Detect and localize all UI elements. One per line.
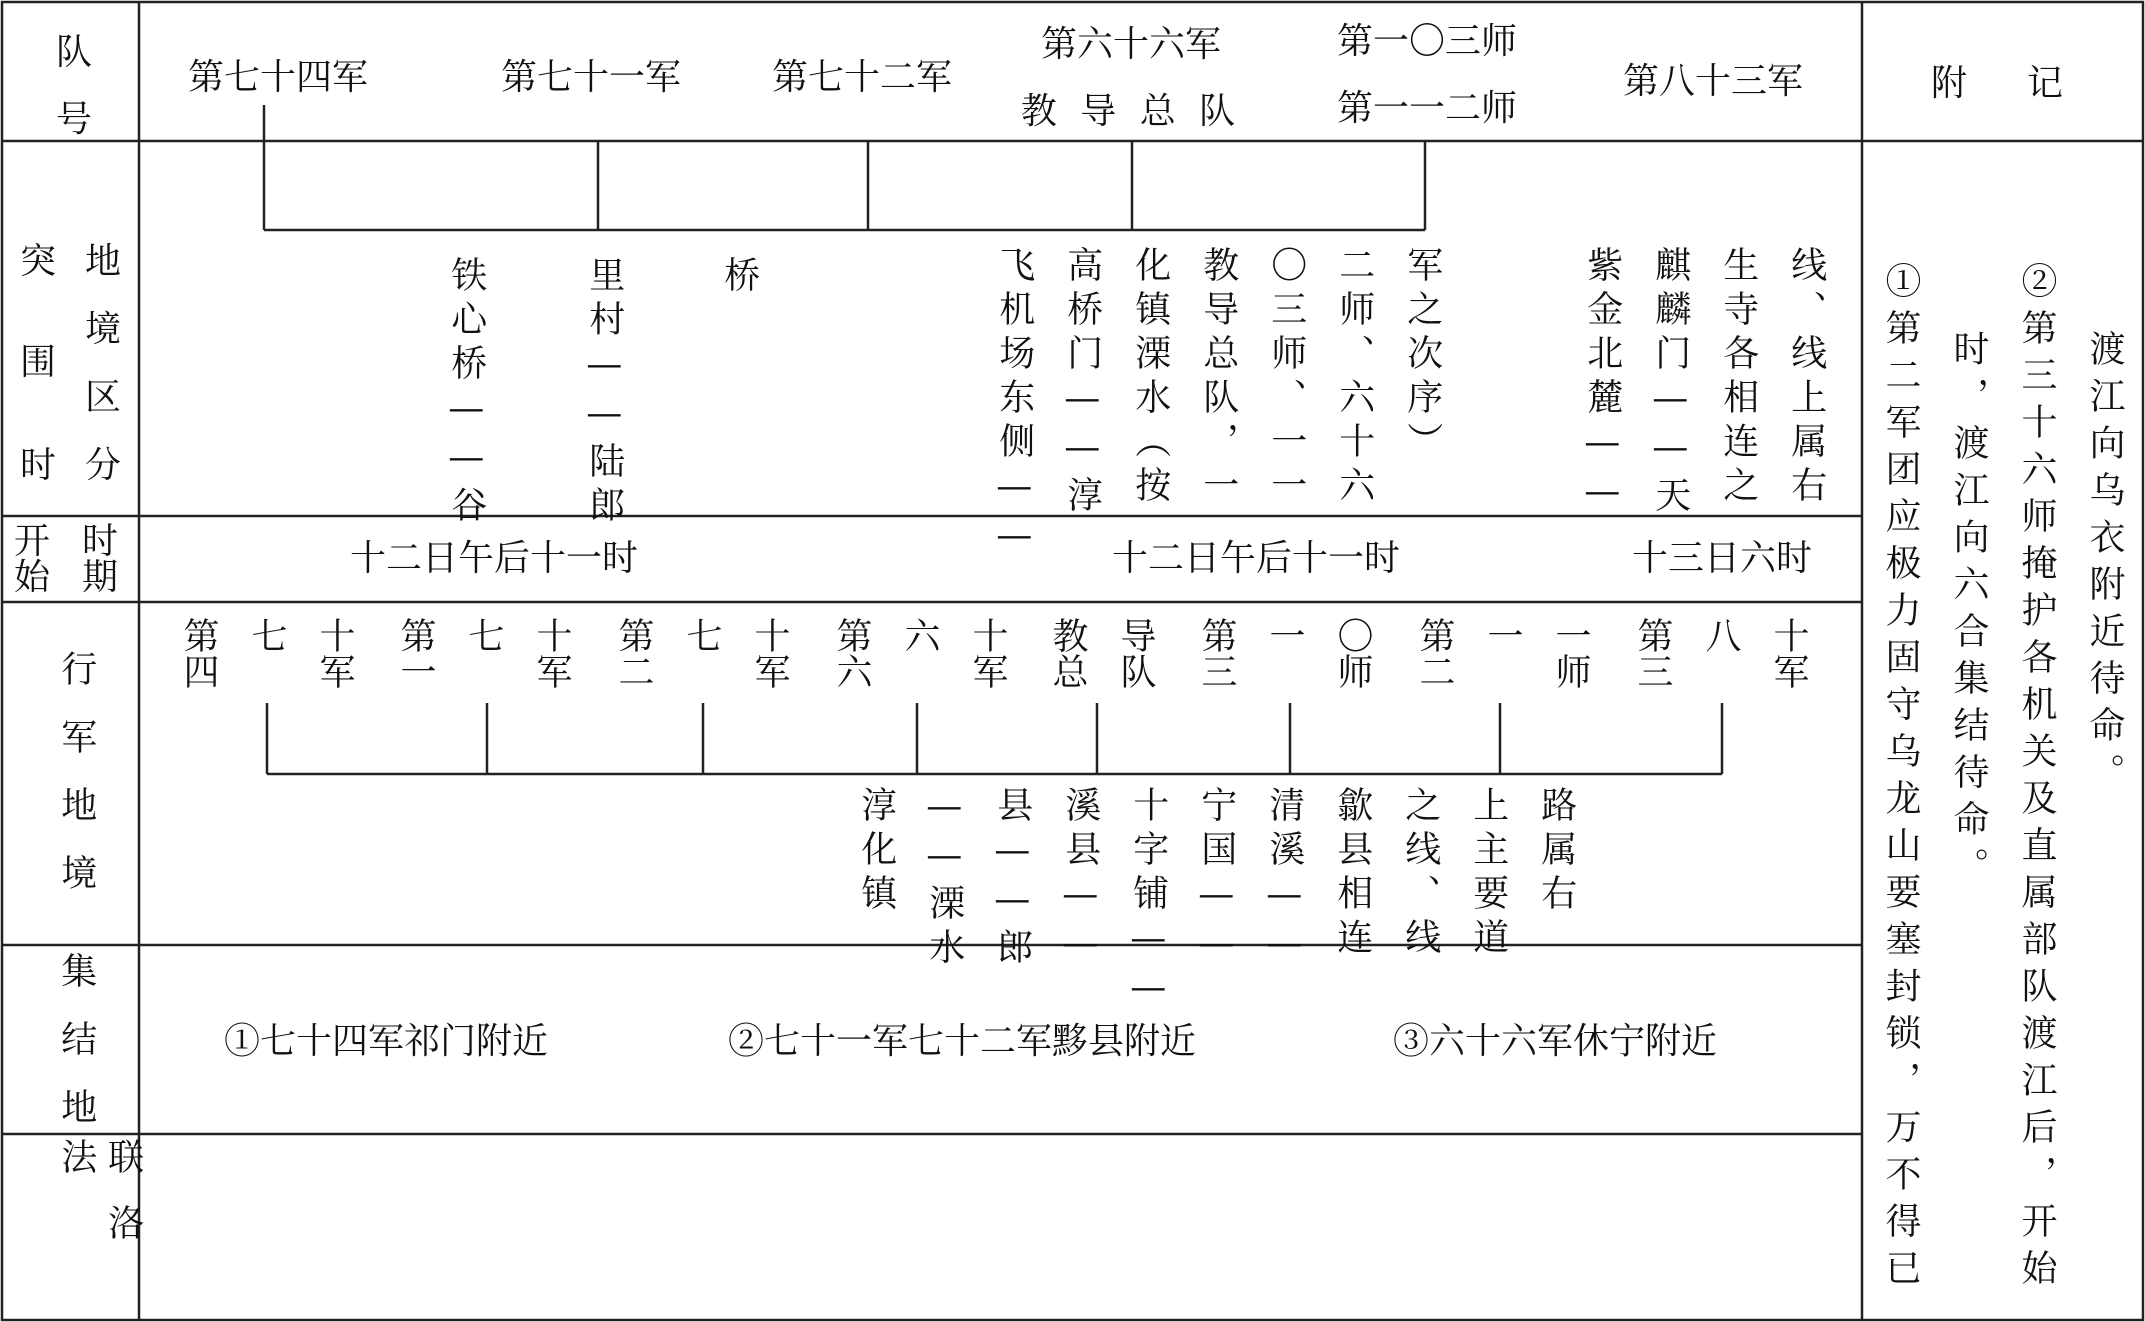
march-boundary-right: 路属右 (1535, 786, 1577, 918)
march-header: 八 (1700, 617, 1741, 653)
row-label-march: 行军地境 (55, 650, 97, 922)
row-label-shi-period: 时 (82, 521, 119, 562)
note-1-continuation: 时，渡江向六合集结待命。 (1948, 330, 1989, 894)
note-1: ①第二军团应极力固守乌龙山要塞封锁，万不得已 (1880, 262, 1921, 1296)
march-header: 第四 (178, 617, 219, 689)
row-label-jing: 境 (85, 309, 122, 350)
boundary-112: 二师、六十六 (1333, 246, 1375, 510)
march-header: 第二 (1414, 617, 1455, 689)
boundary-103: 〇三师、一一 (1265, 246, 1307, 510)
assembly-66-xiuning: ③六十六军休宁附近 (1392, 1021, 1718, 1062)
start-time-3: 十三日六时 (1631, 538, 1813, 579)
assembly-71-72-yixian: ②七十一军七十二军黟县附近 (727, 1021, 1197, 1062)
row-label-kai: 开 (14, 521, 51, 562)
unit-112-division: 第一一二师 (1336, 88, 1518, 129)
march-header: 〇师 (1332, 617, 1373, 689)
boundary-shengsi: 生寺各相连之 (1717, 246, 1759, 510)
march-header: 十军 (314, 617, 355, 689)
unit-71-army: 第七十一军 (500, 57, 682, 98)
boundary-order: 军之次序） (1401, 246, 1443, 466)
unit-103-division: 第一〇三师 (1336, 21, 1518, 62)
row-label-di: 地 (85, 241, 122, 282)
row-label-qi: 期 (82, 557, 119, 598)
march-boundary-lishui: ——溧水 (923, 786, 965, 972)
boundary-right: 线、线上属右 (1785, 246, 1827, 510)
unit-83-army: 第八十三军 (1622, 61, 1804, 102)
boundary-airfield: 飞机场东侧—— (993, 246, 1035, 564)
row-label-liaison: 联洛法 (55, 1138, 144, 1270)
march-header: 第一 (395, 617, 436, 689)
note-2-continuation: 渡江向乌衣附近待命。 (2084, 330, 2125, 800)
note-2: ②第三十六师掩护各机关及直属部队渡江后，开始 (2016, 262, 2057, 1296)
march-header: 七 (463, 617, 504, 653)
boundary-licun: 里村——陆郎 (583, 256, 625, 530)
march-boundary-shizipu: 十字铺—— (1127, 786, 1169, 1016)
march-header: 一 (1264, 617, 1305, 653)
boundary-gaoqiaomen: 高桥门——淳 (1061, 246, 1103, 520)
march-boundary-line: 之线、线 (1399, 786, 1441, 962)
unit-66-army: 第六十六军 (1040, 24, 1222, 65)
march-boundary-road: 上主要道 (1467, 786, 1509, 962)
row-label-hao: 号 (56, 99, 93, 140)
march-header: 六 (899, 617, 940, 653)
boundary-qilinmen: 麒麟门——天 (1649, 246, 1691, 520)
unit-74-army: 第七十四军 (187, 57, 369, 98)
row-label-wei: 围 (20, 342, 57, 383)
notes-header: 附 记 (1930, 63, 2076, 104)
march-header: 第三 (1196, 617, 1237, 689)
march-header: 教总 (1047, 617, 1088, 689)
unit-72-army: 第七十二军 (771, 57, 953, 98)
row-label-qu: 区 (85, 377, 122, 418)
march-header: 十军 (531, 617, 572, 689)
boundary-huazhen: 化镇溧水（按 (1129, 246, 1171, 510)
row-label-shi: 时 (20, 445, 57, 486)
row-label-fen: 分 (85, 445, 122, 486)
march-boundary-ningguo: 宁国—— (1195, 786, 1237, 972)
march-header: 第三 (1632, 617, 1673, 689)
boundary-qiao: 桥 (718, 256, 760, 300)
boundary-zijin: 紫金北麓—— (1581, 246, 1623, 520)
row-label-tu: 突 (20, 241, 57, 282)
unit-jiaodao: 教 导 总 队 (1020, 91, 1242, 132)
march-header: 七 (246, 617, 287, 653)
march-boundary-xianlang: 县——郎 (991, 786, 1033, 972)
march-boundary-shexian: 歙县相连 (1331, 786, 1373, 962)
march-boundary-xixian: 溪县—— (1059, 786, 1101, 972)
march-header: 一 (1482, 617, 1523, 653)
march-header: 第六 (831, 617, 872, 689)
row-label-assembly: 集结地 (55, 952, 97, 1156)
assembly-74-qimen: ①七十四军祁门附近 (223, 1021, 549, 1062)
start-time-1: 十二日午后十一时 (349, 538, 639, 579)
boundary-jiaodao: 教导总队，一 (1197, 246, 1239, 510)
march-header: 十军 (1768, 617, 1809, 689)
march-boundary-chunhua: 淳化镇 (855, 786, 897, 918)
row-label-dui: 队 (56, 32, 93, 73)
march-header: 第二 (613, 617, 654, 689)
march-header: 导队 (1115, 617, 1156, 689)
row-label-shi-start: 始 (14, 557, 51, 598)
march-header: 一师 (1550, 617, 1591, 689)
march-boundary-qingxi: 清溪—— (1263, 786, 1305, 972)
march-header: 七 (681, 617, 722, 653)
march-header: 十军 (967, 617, 1008, 689)
march-header: 十军 (749, 617, 790, 689)
start-time-2: 十二日午后十一时 (1111, 538, 1401, 579)
boundary-tiexinqiao: 铁心桥——谷 (445, 256, 487, 530)
